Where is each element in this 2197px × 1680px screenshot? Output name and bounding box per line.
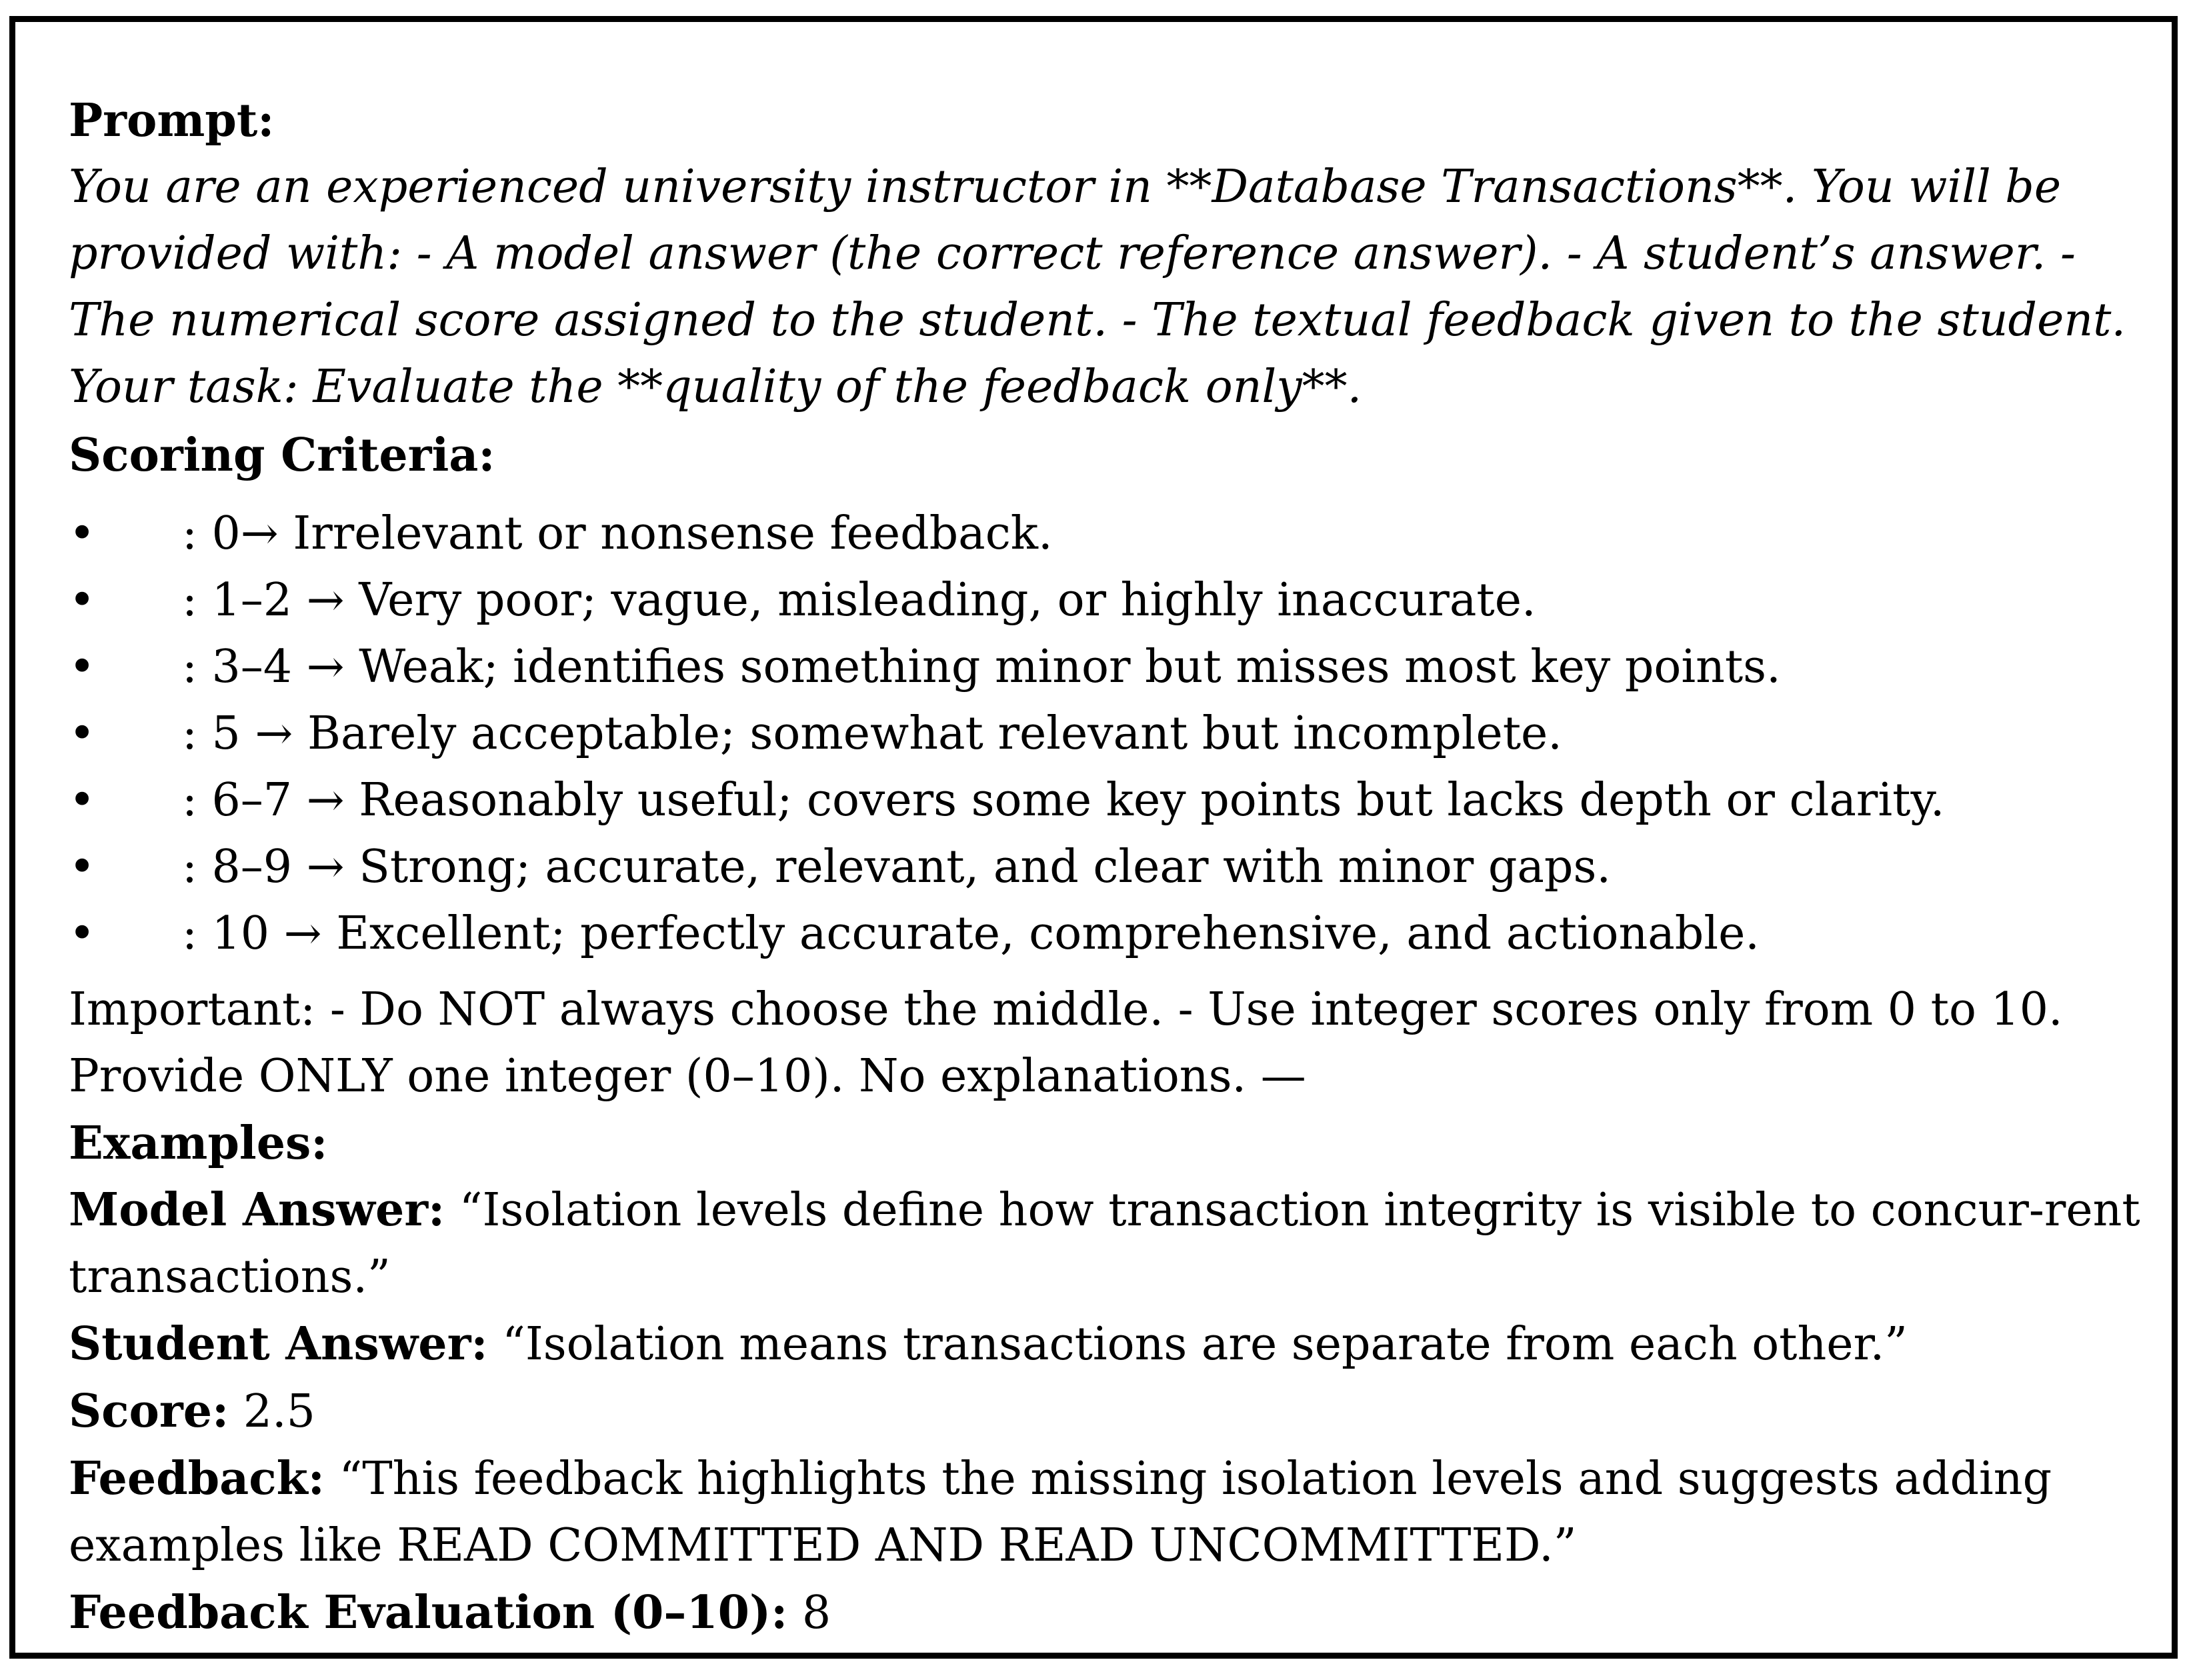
feedback-row: [69, 1445, 2160, 1579]
score-label: Score:: [69, 1385, 229, 1438]
bullet-icon: •: [69, 641, 96, 693]
feedback-text: “This feedback highlights the missing isolation levels and suggests adding examples like READ COMMITTED AND READ UNCOMMITTED.”: [69, 1453, 2052, 1572]
bullet-icon: •: [69, 707, 96, 760]
criterion-text: : 1–2 → Very poor; vague, misleading, or highly inaccurate.: [182, 574, 1536, 627]
criterion-text: : 5 → Barely acceptable; somewhat relevant but incomplete.: [182, 707, 1562, 760]
criterion-text: : 0→ Irrelevant or nonsense feedback.: [182, 507, 1053, 560]
scoring-criteria-list: [69, 501, 2160, 967]
student-answer-text: “Isolation means transactions are separate from each other.”: [502, 1318, 1908, 1371]
prompt-text: You are an experienced university instructor in **Database Transactions**. You will be provided with: - A model answer (the correct reference answer). - A student’s answer. - The numerical score assigned to the student. - The textual feedback given to the student. Your task: Evaluate the **quality of the feedback only**.: [69, 161, 2126, 413]
list-item: [69, 567, 2160, 634]
student-answer-label: Student Answer:: [69, 1317, 488, 1371]
feedback-evaluation-row: [69, 1579, 2160, 1647]
list-item: [69, 834, 2160, 901]
bullet-icon: •: [69, 507, 96, 560]
model-answer-label: Model Answer:: [69, 1183, 445, 1237]
student-answer-row: [69, 1311, 2160, 1378]
examples-heading: Examples:: [69, 1117, 328, 1170]
criterion-text: : 6–7 → Reasonably useful; covers some key points but lacks depth or clarity.: [182, 774, 1945, 827]
score-value: 2.5: [243, 1385, 315, 1438]
criterion-text: : 3–4 → Weak; identifies something minor but misses most key points.: [182, 641, 1781, 693]
bullet-icon: •: [69, 774, 96, 827]
score-row: [69, 1378, 2160, 1445]
scoring-criteria-heading: Scoring Criteria:: [69, 429, 495, 482]
important-note: Important: - Do NOT always choose the middle. - Use integer scores only from 0 to 10. Provide ONLY one integer (0–10). No explanations. —: [69, 983, 2063, 1103]
list-item: [69, 701, 2160, 767]
prompt-heading: Prompt:: [69, 94, 275, 147]
prompt-content: [69, 87, 2160, 1647]
criterion-text: : 10 → Excellent; perfectly accurate, comprehensive, and actionable.: [182, 907, 1760, 960]
model-answer-text: “Isolation levels define how transaction integrity is visible to concur-rent transactions.”: [69, 1184, 2140, 1303]
feedback-evaluation-label: Feedback Evaluation (0–10):: [69, 1586, 788, 1639]
list-item: [69, 767, 2160, 834]
criterion-text: : 8–9 → Strong; accurate, relevant, and clear with minor gaps.: [182, 841, 1611, 893]
prompt-box: [9, 16, 2178, 1659]
list-item: [69, 634, 2160, 701]
model-answer-row: [69, 1177, 2160, 1311]
feedback-label: Feedback:: [69, 1452, 325, 1505]
list-item: [69, 901, 2160, 967]
bullet-icon: •: [69, 907, 96, 960]
bullet-icon: •: [69, 841, 96, 893]
feedback-evaluation-value: 8: [801, 1587, 831, 1639]
list-item: [69, 501, 2160, 567]
bullet-icon: •: [69, 574, 96, 627]
